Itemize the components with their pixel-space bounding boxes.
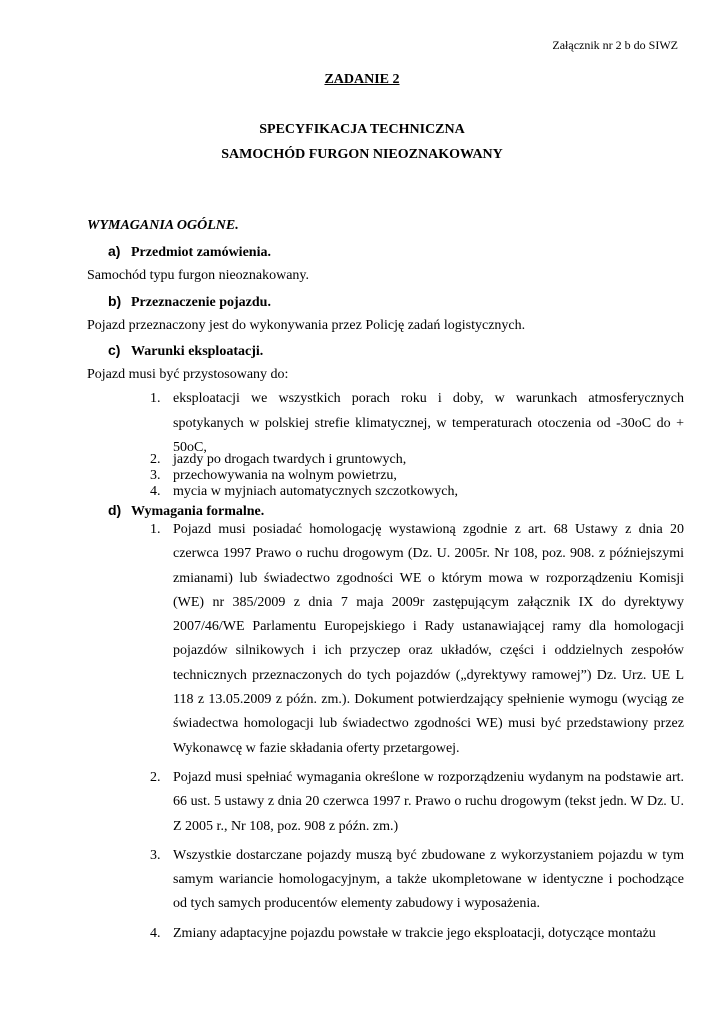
section-b-text: Pojazd przeznaczony jest do wykonywania przez Policję zadań logistycznych. — [87, 318, 526, 333]
attachment-note: Załącznik nr 2 b do SIWZ — [552, 38, 678, 52]
list-text: jazdy po drogach twardych i gruntowych, — [173, 452, 407, 467]
spec-title: SPECYFIKACJA TECHNICZNA — [259, 122, 465, 137]
section-title: Przeznaczenie pojazdu. — [131, 295, 271, 310]
list-number: 1. — [150, 522, 161, 537]
list-item — [150, 452, 684, 468]
section-a-text: Samochód typu furgon nieoznakowany. — [87, 268, 310, 283]
list-item — [150, 468, 684, 484]
section-letter: c) — [108, 342, 121, 358]
conditions-list-first — [150, 387, 684, 461]
list-text: przechowywania na wolnym powietrzu, — [173, 468, 397, 483]
list-text: mycia w myjniach automatycznych szczotkowych, — [173, 484, 458, 499]
section-letter: d) — [108, 502, 122, 518]
list-text: Wszystkie dostarczane pojazdy muszą być zbudowane z wykorzystaniem pojazdu w tym samym wariancie homologacyjnym, a także ukompletowane w identyczne i pochodzące od tych samych producentów elementy zabudowy i wyposażenia. — [173, 847, 684, 912]
section-title: Warunki eksploatacji. — [131, 344, 264, 359]
list-item — [150, 844, 684, 917]
list-text: eksploatacji we wszystkich porach roku i doby, w warunkach atmosferycznych spotykanych w polskiej strefie klimatycznej, w temperaturach otoczenia od -30oC do + 50oC, — [173, 391, 684, 455]
list-text: Zmiany adaptacyjne pojazdu powstałe w trakcie jego eksploatacji, dotyczące montażu — [173, 925, 656, 941]
task-heading: ZADANIE 2 — [324, 72, 400, 87]
section-b-heading — [108, 293, 271, 311]
formal-requirements-list — [150, 518, 684, 951]
section-letter: b) — [108, 293, 122, 309]
list-text: Pojazd musi spełniać wymagania określone w rozporządzeniu wydanym na podstawie art. 66 ust. 5 ustawy z dnia 20 czerwca 1997 r. Prawo o ruchu drogowym (tekst jedn. W Dz. U. Z 2005 r., Nr 108, poz. 908 z późn. zm.) — [173, 769, 684, 834]
list-item — [150, 518, 684, 761]
section-c-text: Pojazd musi być przystosowany do: — [87, 367, 289, 382]
list-number: 2. — [150, 769, 161, 785]
list-number: 4. — [150, 925, 161, 941]
spec-subtitle: SAMOCHÓD FURGON NIEOZNAKOWANY — [221, 147, 503, 162]
section-title: Wymagania formalne. — [131, 504, 265, 519]
list-item — [150, 484, 684, 500]
section-c-heading — [108, 342, 263, 360]
section-a-heading — [108, 243, 271, 261]
list-number: 4. — [150, 484, 161, 499]
list-item — [150, 922, 684, 946]
list-number: 1. — [150, 391, 161, 406]
section-title: Przedmiot zamówienia. — [131, 245, 271, 260]
section-letter: a) — [108, 243, 121, 259]
list-item — [150, 766, 684, 839]
list-text: Pojazd musi posiadać homologację wystawioną zgodnie z art. 68 Ustawy z dnia 20 czerwca 1997 Prawo o ruchu drogowym (Dz. U. 2005r. Nr 108, poz. 908. z późniejszymi zmianami) lub świadectwo zgodności WE o którym mowa w rozporządzeniu Komisji (WE) nr 385/2009 z dnia 7 maja 2009r zastępującym załącznik IX do dyrektywy 2007/46/WE Parlamentu Europejskiego i Rady ustanawiającej ramy dla homologacji pojazdów silnikowych i ich przyczep oraz układów, części i oddzielnych zespołów technicznych przeznaczonych do tych pojazdów („dyrektywy ramowej”) Dz. Urz. UE L 118 z 13.05.2009 z późn. zm.). Dokument potwierdzający spełnienie wymogu (wyciąg ze świadectwa homologacji lub świadectwo zgodności WE) musi być przedstawiony przez Wykonawcę w fazie składania oferty przetargowej. — [173, 522, 684, 756]
list-number: 2. — [150, 452, 161, 467]
list-number: 3. — [150, 468, 161, 483]
general-requirements-heading: WYMAGANIA OGÓLNE. — [87, 218, 239, 233]
conditions-list-rest — [150, 452, 684, 500]
list-number: 3. — [150, 847, 161, 863]
list-item — [150, 387, 684, 461]
